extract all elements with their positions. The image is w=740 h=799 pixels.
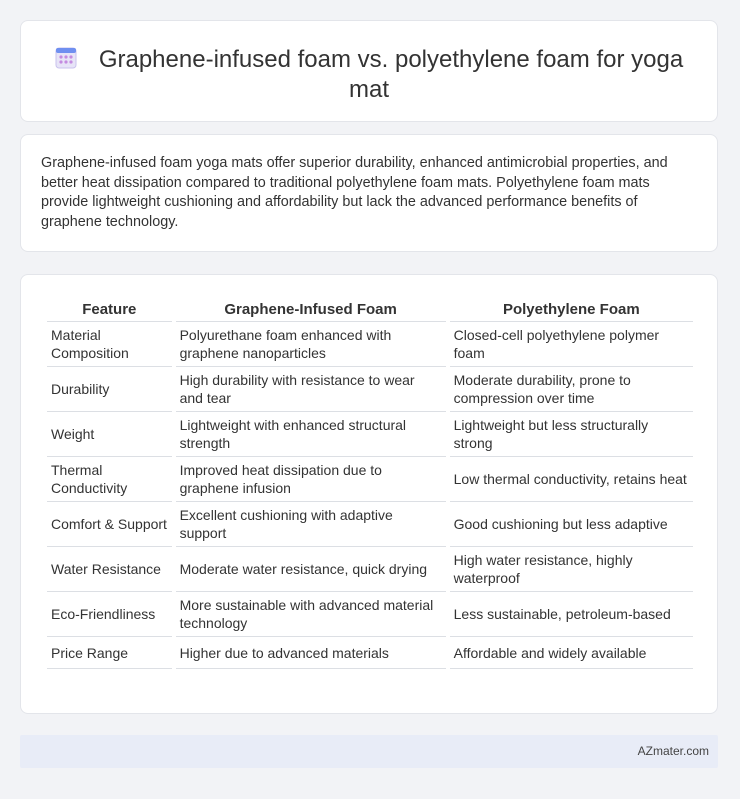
footer-bar (20, 735, 718, 768)
table-row (47, 322, 693, 367)
row-polyethylene: Moderate durability, prone to compression over time (450, 367, 693, 412)
title-card (20, 20, 718, 122)
page-title: Graphene-infused foam vs. polyethylene foam for yoga mat (98, 46, 684, 103)
row-feature: Comfort & Support (47, 502, 172, 547)
row-feature: Thermal Conductivity (47, 457, 172, 502)
row-polyethylene: Affordable and widely available (450, 637, 693, 669)
summary-text: Graphene-infused foam yoga mats offer superior durability, enhanced antimicrobial properties, and better heat dissipation compared to traditional polyethylene foam mats. Polyethylene foam mats provide lightweight cushioning and affordability but lack the advanced performance benefits of graphene technology. (41, 155, 668, 230)
header-graphene: Graphene-Infused Foam (176, 297, 446, 322)
row-feature: Material Composition (47, 322, 172, 367)
row-polyethylene: Closed-cell polyethylene polymer foam (450, 322, 693, 367)
row-graphene: More sustainable with advanced material technology (176, 592, 446, 637)
table-row (47, 412, 693, 457)
row-feature: Water Resistance (47, 547, 172, 592)
table-row (47, 547, 693, 592)
row-polyethylene: Low thermal conductivity, retains heat (450, 457, 693, 502)
summary-card (20, 134, 718, 252)
row-feature: Durability (47, 367, 172, 412)
row-graphene: Polyurethane foam enhanced with graphene nanoparticles (176, 322, 446, 367)
table-row (47, 592, 693, 637)
calendar-grid-icon (55, 45, 77, 69)
comparison-table-card (20, 274, 718, 714)
row-graphene: Lightweight with enhanced structural strength (176, 412, 446, 457)
header-polyethylene: Polyethylene Foam (450, 297, 693, 322)
row-feature: Eco-Friendliness (47, 592, 172, 637)
row-polyethylene: High water resistance, highly waterproof (450, 547, 693, 592)
table-header-row (47, 297, 693, 322)
row-graphene: Higher due to advanced materials (176, 637, 446, 669)
table-row (47, 502, 693, 547)
comparison-table (43, 297, 697, 669)
row-graphene: Excellent cushioning with adaptive support (176, 502, 446, 547)
footer-brand: AZmater.com (637, 744, 709, 758)
row-graphene: High durability with resistance to wear and tear (176, 367, 446, 412)
title-row (21, 45, 717, 105)
table-row (47, 367, 693, 412)
table-row (47, 457, 693, 502)
row-graphene: Moderate water resistance, quick drying (176, 547, 446, 592)
table-row (47, 637, 693, 669)
row-graphene: Improved heat dissipation due to graphene infusion (176, 457, 446, 502)
row-polyethylene: Good cushioning but less adaptive (450, 502, 693, 547)
row-polyethylene: Lightweight but less structurally strong (450, 412, 693, 457)
row-polyethylene: Less sustainable, petroleum-based (450, 592, 693, 637)
header-feature: Feature (47, 297, 172, 322)
row-feature: Price Range (47, 637, 172, 669)
row-feature: Weight (47, 412, 172, 457)
